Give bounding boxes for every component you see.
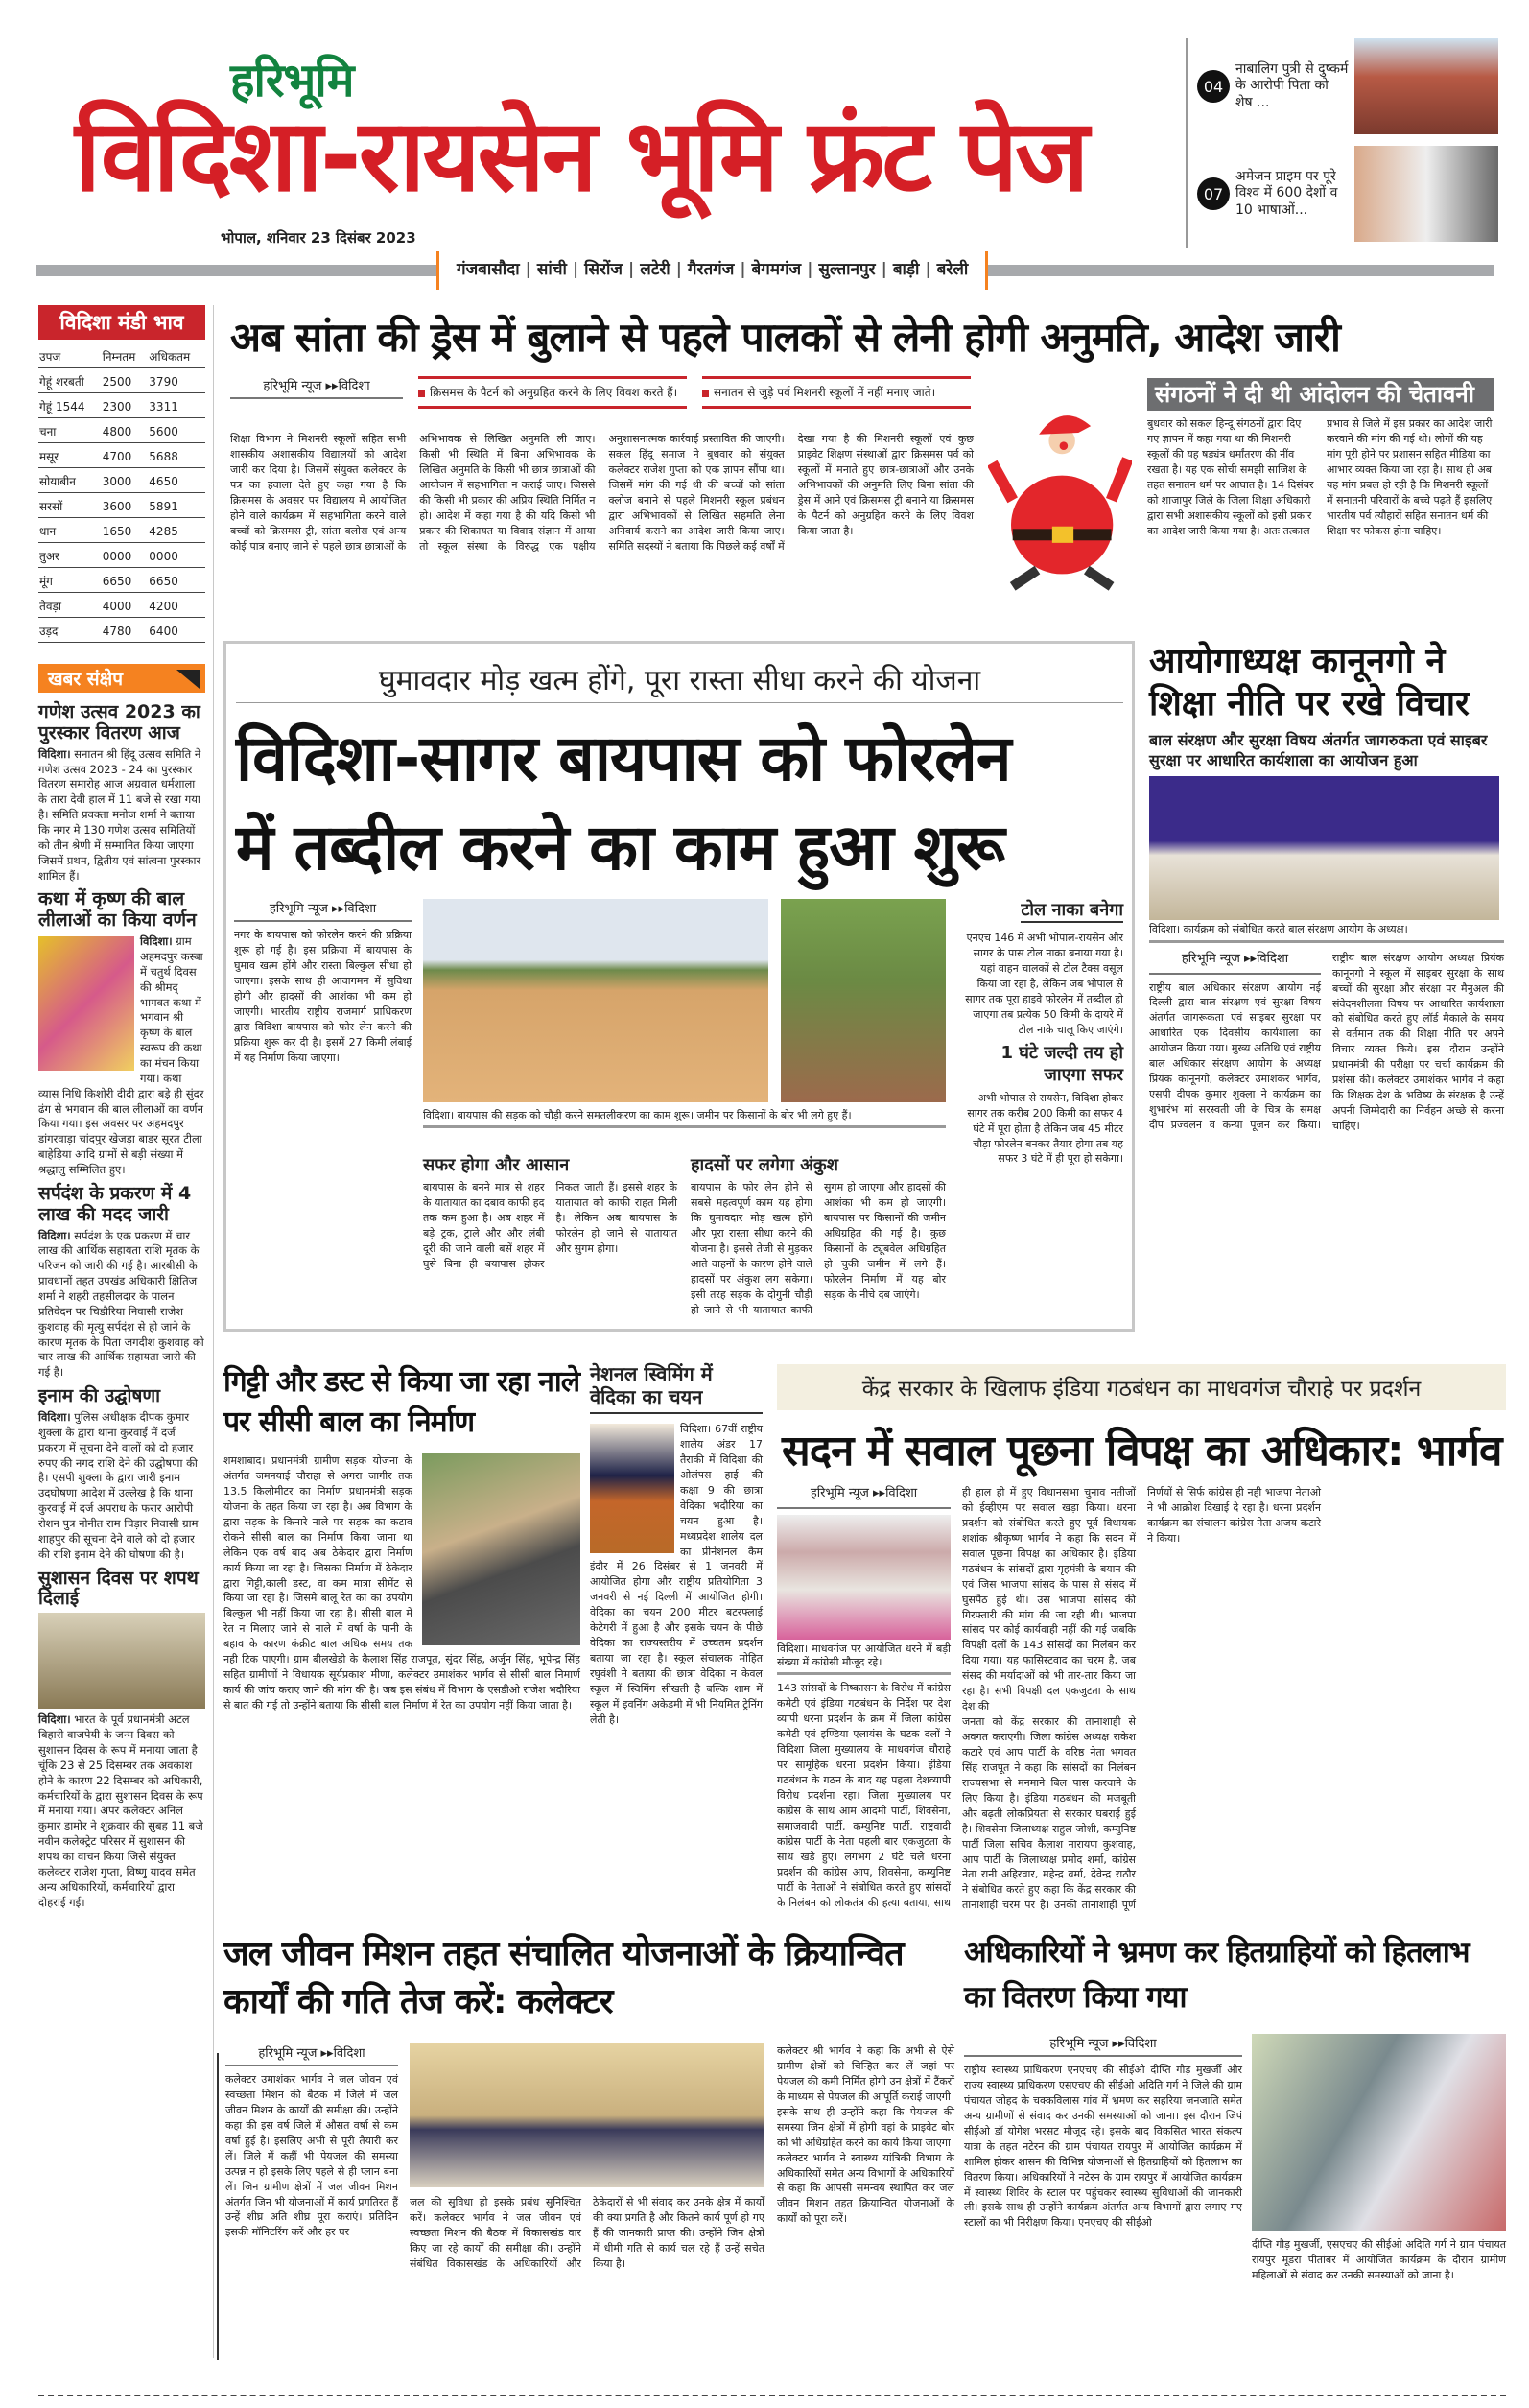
mandi-cell: 2500 [102,368,149,393]
mandi-row [38,543,205,568]
mandi-cell: 5891 [148,493,205,518]
mandi-cell: चना [38,418,102,443]
town-list [436,251,988,290]
mandi-cell: मसूर [38,443,102,468]
santa-illustration [988,386,1132,606]
jal-body: जल की सुविधा हो इसके प्रबंध सुनिश्चित करें। कलेक्टर भार्गव ने जल जीवन एवं स्वच्छता मिशन की बैठक में विकासखंड वार किए जा रहे कार्यों की समीक्षा की। उन्होंने संबंधित विकासखंड के अधिकारियों और ठेकेदारों से भी संवाद कर उनके क्षेत्र में कार्यों की क्या प्रगति है और कितने कार्य पूर्ण हो गए हैं की जानकारी प्राप्त की। उन्होंने जिन क्षेत्रों में धीमी गति से कार्य चल रहे हैं उन्हें सचेत किया है। [410,2196,764,2270]
brief-title: सुशासन दिवस पर शपथ दिलाई [38,1567,199,1610]
mandi-row [38,393,205,418]
brand-logo: हरिभूमि [230,54,354,107]
brief-title: गणेश उत्सव 2023 का पुरस्कार वितरण आज [38,701,200,744]
mandi-cell: 0000 [148,543,205,568]
ayog-body [1149,951,1504,1134]
mandi-cell: गेहूं 1544 [38,393,102,418]
mandi-row [38,618,205,643]
adhikari-body: राष्ट्रीय स्वास्थ्य प्राधिकरण एनएचए की सीईओ दीप्ति गौड़ मुखर्जी और राज्य स्वास्थ्य प्राधिकरण एसएचए की सीईओ अदिति गर्ग ने जिले की ग्राम पंचायत जोहद के चक्कविलास गांव में भ्रमण कर सहरिया जनजाति समेत अन्य ग्रामीणों से संवाद कर उनकी समस्याओं को जाना। इस दौरान जिपं सीईओ डॉ योगेश भरसट मौजूद रहे। इसके बाद विकसित भारत संकल्प यात्रा के तहत नटेरन की ग्राम पंचायत रायपुर में आयोजित कार्यक्रम में शामिल होकर शासन की विभिन्न योजनाओं से हितग्राहियों को हितलाभ का वितरण किया। अधिकारियों ने नटेरन के ग्राम रायपुर में आयोजित कार्यक्रम में स्वास्थ्य शिविर के स्टाल पर पहुंचकर स्वास्थ्य सुविधाओं की जानकारी ली। इसके साथ ही उन्होंने कार्यक्रम अंतर्गत अन्य विभागों द्वारा लगाए गए स्टालों का भी निरीक्षण किया। एनएचए की सीईओ [964,2064,1242,2230]
dharna-photo [777,1515,951,1640]
story-kicker: केंद्र सरकार के खिलाफ इंडिया गठबंधन का माधवगंज चौराहे पर प्रदर्शन [861,1377,1422,1402]
mandi-table [38,343,205,643]
bypass-intro: नगर के बायपास को फोरलेन करने की प्रक्रिया शुरू हो गई है। इस प्रक्रिया में बायपास के घुमाव खत्म होंगे और रास्ता बिल्कुल सीधा हो जाएगा। इसके साथ ही आवागमन में सुविधा होगी और हादसों की आशंका भी कम हो जाएगी। भारतीय राष्ट्रीय राजमार्ग प्राधिकरण द्वारा विदिशा बायपास को फोर लेन करने की प्रक्रिया शुरू कर दी है। इसमें 27 किमी लंबाई में यह निर्माण किया जाएगा। [234,929,412,1064]
town[interactable]: | सांची [526,257,567,284]
photo-caption: दीप्ति गौड़ मुखर्जी, एसएचए की सीईओ अदिति गर्ग ने ग्राम पंचायत रायपुर मूडरा पीतांबर में आयोजित कार्यक्रम के दौरान ग्रामीण महिलाओं से संवाद कर उनकी समस्याओं को जाना है। [1252,2238,1506,2281]
jal-headline: जल जीवन मिशन तहत संचालित योजनाओं के क्रियान्वित कार्यों की गति तेज करें: कलेक्टर [223,1934,904,2022]
col-header: उपज [38,343,102,368]
teaser-text: नाबालिग पुत्री से दुष्कर्म के आरोपी पिता को शेष ... [1235,60,1349,110]
giti-body: शमशाबाद। प्रधानमंत्री ग्रामीण सड़क योजना के अंतर्गत जमनयाई चौराहा से अगरा जागीर तक 13.5 किलोमीटर का निर्माण प्रधानमंत्री सड़क योजना के तहत किया जा रहा है। अब विभाग के द्वारा सड़क के किनारे नाले पर सड़क का कटाव रोकने सीसी बाल का निर्माण किया जाना था लेकिन एक वर्ष बाद अब ठेकेदार द्वारा निर्माण कार्य किया जा रहा है। जिसका निर्माण में ठेकेदार द्वारा गिट्टी,काली डस्ट, वा कम मात्रा सीमेंट से किया जा रहा है। जिसमे बालू रेत का का उपयोग बिल्कुल भी नहीं किया जा रहा है। सीसी बाल में रेत न मिलाए जाने से नाले में वर्षा के पानी के बहाव के कारण कंक्रीट बाल अधिक समय तक नही टिक पाएगी। ग्राम बीलखेड़ी के कैलाश सिंह राजपूत, सुंदर सिंह, अर्जुन सिंह, भूपेन्द्र सिंह सहित ग्रामीणों ने विधायक सूर्यप्रकाश मीणा, कलेक्टर उमाशंकर भार्गव से सीसी बाल निमार्ण कार्य की जांच कराए जाने की मांग की है। जब इस संबंध में विभाग के एसडीओ राजेश भदौरिया से बात की गई तो उन्होंने बताया कि सीसी बाल निर्माण में रेत का उपयोग नहीं किया जाता है। [223,1454,580,1712]
mandi-row [38,568,205,593]
giti-story [223,1453,580,1713]
borewell-photo [781,899,946,1102]
town[interactable]: | सुल्तानपुर [807,257,875,284]
brief-body: विदिशा। भारत के पूर्व प्रधानमंत्री अटल बिहारी वाजपेयी के जन्म दिवस को सुशासन दिवस के रूप में मनाया जाता है। चूंकि 23 से 25 दिसम्बर तक अवकाश होने के कारण 22 दिसम्बर को अधिकारी, कर्मचारियों के द्वारा सुशासन दिवस के रूप में मनाया गया। अपर कलेक्टर अनिल कुमार डामोर ने शुक्रवार की सुबह 11 बजे नवीन कलेक्ट्रेट परिसर में सुशासन की शपथ का वाचन किया जिसे संयुक्त कलेक्टर राजेश गुप्ता, विष्णु यादव समेत अन्य अधिकारियों, कर्मचारियों द्वारा दोहराई गई। [38,1712,203,1909]
mandi-cell: 6650 [102,568,149,593]
mandi-cell: धान [38,518,102,543]
health-camp-photo [1252,2034,1506,2231]
mandi-cell: तुअर [38,543,102,568]
mandi-cell: 3600 [102,493,149,518]
ayog-headline: आयोगाध्यक्ष कानूनगो ने शिक्षा नीति पर रखे विचार [1149,642,1470,723]
jal-body: कलेक्टर उमाशंकर भार्गव ने जल जीवन एवं स्वच्छता मिशन की बैठक में जिले में जल जीवन मिशन के कार्यों की समीक्षा की। उन्होंने कहा की इस वर्ष जिले में औसत वर्षा से कम वर्षा हुई है। इसलिए अभी से पूरी तैयारी कर लें। जिले में कहीं भी पेयजल की समस्या उत्पन्न न हो इसके लिए पहले से ही प्लान बना लें। जिन ग्रामीण क्षेत्रों में जल जीवन मिशन अंतर्गत जिन भी योजनाओं में कार्य प्रगतिरत हैं उन्हें शीघ्र अति शीघ्र पूरा कराएं। प्रतिदिन इसकी मॉनिटरिंग करें और हर घर [225,2073,398,2239]
mandi-cell: 4285 [148,518,205,543]
toll-body: अभी भोपाल से रायसेन, विदिशा होकर सागर तक करीब 200 किमी का सफर 4 घंटे में पूरा होता है लेकिन जब 45 मीटर चौड़ा फोरलेन बनकर तैयार होगा तब यह सफर 3 घंटे में ही पूरा हो सकेगा। [967,1091,1123,1166]
teaser-panel [1186,38,1506,248]
mandi-cell: 4800 [102,418,149,443]
news-brief-text: खबर संक्षेप [48,669,124,690]
santa-body: शिक्षा विभाग ने मिशनरी स्कूलों सहित सभी शासकीय अशासकीय विद्यालयों को आदेश जारी कर दिया है। जिसमें संयुक्त कलेक्टर के पत्र का हवाला देते हुए कहा गया है कि क्रिसमस के अवसर पर विद्यालय में आयोजित होने वाले कार्यक्रम में सहभागिता करने वाले बच्चों को क्रिसमस ट्री, सांता क्लोस एवं अन्य कोई पात्र बनाए जाने से पहले छात्र छात्राओं के अभिभावक से लिखित अनुमति ली जाए। किसी भी स्थिति में बिना अभिभावक के लिखित अनुमति के किसी भी छात्र छात्राओं की आयोजन में सहभागिता न कराई जाए। जिससे की किसी भी प्रकार की अप्रिय स्थिति निर्मित न हो। आदेश में कहा गया है की यदि किसी भी प्रकार की शिकायत या विवाद संज्ञान में आया तो स्कूल संस्था के विरुद्ध एक पक्षीय अनुशासनात्मक कार्रवाई प्रस्तावित की जाएगी। सकल हिंदू समाज ने बुधवार को संयुक्त कलेक्टर राजेश गुप्ता को एक ज्ञापन सौंपा था। जिसमें मांग की गई थी की बच्चों को सांता क्लोज बनाने से पहले मिशनरी स्कूल प्रबंधन द्वारा अभिभावकों से लिखित सहमति लेना अनिवार्य कराने का आदेश जारी किया जाए। समिति सदस्यों ने बताया कि पिछले कई वर्षों में देखा गया है की मिशनरी स्कूलों एवं कुछ प्राइवेट शिक्षण संस्थाओं द्वारा क्रिसमस पर्व को स्कूलों में मनाते हुए छात्र-छात्राओं और उनके अभिभावकों की अनुमति लिए बिना सांता की ड्रेस में आने एवं क्रिसमस ट्री बनाने या क्रिसमस के पैटर्न को अनुग्रहित करने के लिए विवश किया जाता है। [230,433,974,553]
mandi-row [38,443,205,468]
story-kicker: घुमावदार मोड़ खत्म होंगे, पूरा रास्ता सीधा करने की योजना [236,659,1123,703]
teaser[interactable] [1197,38,1504,134]
photo-caption: विदिशा। बायपास की सड़क को चौड़ी करने समतलीकरण का काम शुरू। जमीन पर किसानों के बोर भी लगे हुए हैं। [423,1106,946,1128]
story-kicker-box [777,1364,1506,1410]
town[interactable]: | सिरोंज [573,257,623,284]
toll-body: एनएच 146 में अभी भोपाल-रायसेन और सागर के पास टोल नाका बनाया गया है। यहां वाहन चालकों से टोल टैक्स वसूल किया जा रहा है, लेकिन जब भोपाल से सागर तक पूरा हाइवे फोरलेन में तब्दील हो जाएगा तब प्रत्येक 50 किमी के दायरे में टोल नाके चालू किए जाएंगे। [965,932,1123,1037]
drain-photo [422,1453,580,1645]
mandi-cell: 3790 [148,368,205,393]
sidebar-heading: संगठनों ने दी थी आंदोलन की चेतावनी [1147,378,1494,411]
town[interactable]: गंजबासौदा [457,260,520,279]
byline: हरिभूमि न्यूज ▸▸विदिशा [230,376,403,399]
mandi-row [38,418,205,443]
town[interactable]: | बाड़ी [882,257,920,284]
mandi-cell: 6650 [148,568,205,593]
byline: हरिभूमि न्यूज ▸▸विदिशा [1149,951,1321,975]
sushasan-photo [38,1613,205,1709]
mandi-rates-box [38,305,205,643]
byline: हरिभूमि न्यूज ▸▸विदिशा [225,2043,398,2066]
bypass-lower-columns [423,1150,946,1318]
giti-headline: गिट्टी और डस्ट से किया जा रहा नाले पर सीसी बाल का निर्माण [223,1365,580,1439]
mandi-cell: 4780 [102,618,149,643]
sidebar-body: बुधवार को सकल हिन्दू संगठनों द्वारा दिए गए ज्ञापन में कहा गया था की मिशनरी स्कूलों की यह षड्यंत्र धर्मांतरण की नींव रखता है। यह एक सोची समझी साजिश के तहत सनातन धर्म पर आघात है। 14 दिसंबर को शाजापुर जिले के जिला शिक्षा अधिकारी द्वारा सभी अशासकीय स्कूलों को इसी प्रकार का आदेश जारी किया गया है। अतः तत्काल प्रभाव से जिले में इस प्रकार का आदेश जारी करवाने की मांग की गई थी। लोगों की यह मांग पूरी होने पर प्रशासन सहित मीडिया का आभार व्यक्त किया जा रहा है। साथ ही अब यह मांग प्रबल हो रही है कि मिशनरी स्कूलों में सनातनी परिवारों के बच्चे पढ़ते हैं इसलिए भारतीय पर्व त्यौहारों सहित सनातन धर्म की शिक्षा पर फोकस होना चाहिए। [1147,417,1493,537]
bhargava-body: 143 सांसदों के निष्कासन के विरोध में कांग्रेस कमेटी एवं इंडिया गठबंधन के निर्देश पर देश व्यापी धरना प्रदर्शन के क्रम में जिला कांग्रेस कमेटी एवं इण्डिया एलायंस के घटक दलों ने विदिशा जिला मुख्यालय के माधवगंज चौराहे पर सामूहिक धरना प्रदर्शन किया। इंडिया गठबंधन के गठन के बाद यह पहला देशव्यापी विरोध प्रदर्शना रहा। जिला मुख्यालय पर कांग्रेस के साथ आम आदमी पार्टी, शिवसेना, समाजवादी पार्टी, कम्युनिष्ट पार्टी, राष्ट्रवादी कांग्रेस पार्टी के नेता पहली बार एकजुटता के साथ खड़े हुए। लगभग 2 घंटे चले धरना प्रदर्शन की कांग्रेस आप, शिवसेना, कम्युनिष्ट पार्टी के नेताओं ने संबोधित करते हुए सांसदों के निलंबन को लोकतंत्र की हत्या बताया, साथ ही हाल ही में हुए विधानसभा चुनाव नतीजों को ईव्हीएम पर सवाल खड़ा किया। धरना प्रदर्शन को संबोधित करते हुए पूर्व विधायक शशांक श्रीकृष्ण भार्गव ने कहा कि सदन में सवाल पूछना विपक्ष का अधिकार है। इंडिया गठबंधन के सांसदों द्वारा गृहमंत्री के बयान की एवं जिस भाजपा सांसद के पास से संसद में घुसपैठ हुई थी। उस भाजपा सांसद की गिरफ्तारी की मांग की जा रही थी। भाजपा सांसद पर कोई कार्यवाही नहीं की गई जबकि विपक्षी दलों के 143 सांसदों का निलंबन कर दिया गया। यह फासिस्टवाद का चरम है, जब संसद की मर्यादाओं को भी तार-तार किया जा रहा है। सभी विपक्षी दल एकजुटता के साथ देश की [777,1486,1136,1909]
byline: हरिभूमि न्यूज ▸▸विदिशा [964,2034,1242,2057]
mandi-row [38,368,205,393]
mandi-row [38,493,205,518]
ayog-deck: बाल संरक्षण और सुरक्षा विषय अंतर्गत जागरुकता एवं साइबर सुरक्षा पर आधारित कार्यशाला का आयोजन हुआ [1149,730,1488,769]
mandi-cell: मूंग [38,568,102,593]
toll-section [960,899,1123,1167]
ayog-body-text: राष्ट्रीय बाल अधिकार संरक्षण आयोग नई दिल्ली द्वारा बाल संरक्षण एवं सुरक्षा विषय अंतर्गत जागरूकता एवं साइबर सुरक्षा पर आधारित एक दिवसीय कार्यशाला का आयोजन किया गया। मुख्य अतिथि एवं राष्ट्रीय बाल अधिकार संरक्षण आयोग के अध्यक्ष प्रियंक कानूनगो, कलेक्टर उमाशंकर भार्गव, एसपी दीपक कुमार शुक्ला ने कार्यक्रम का शुभारंभ मां सरस्वती जी के चित्र के समक्ष दीप प्रज्वलन व कन्या पूजन कर किया। राष्ट्रीय बाल संरक्षण आयोग अध्यक्ष प्रियंक कानूनगो ने स्कूल में साइबर सुरक्षा के साथ बच्चों की सुरक्षा और संरक्षा पर मैनुअल की संवेदनशीलता विषय पर आधारित कार्यशाला को संबोधित करते हुए लॉर्ड मैकाले के समय से वर्तमान तक की शिक्षा नीति पर अपने विचार व्यक्त किये। इस दौरान उन्होंने प्रधानमंत्री की परीक्षा पर चर्चा कार्यक्रम की प्रशंसा की। कलेक्टर उमाशंकर भार्गव ने कहा कि शिक्षक देश के भविष्य के संरक्षक है उन्हें अपनी जिम्मेदारी का निर्वहन अच्छे से करना चाहिए। [1149,951,1504,1133]
column-rule [217,2053,219,2360]
katha-photo [38,936,134,1071]
mandi-cell: सरसों [38,493,102,518]
mandi-cell: गेहूं शरबती [38,368,102,393]
photo-caption: विदिशा। माधवगंज पर आयोजित धरने में बड़ी संख्या में कांग्रेसी मौजूद रहे। [777,1640,951,1676]
bypass-story-box [223,641,1135,1332]
bhargava-body: जनता को केंद्र सरकार की तानाशाही से अवगत कराएगी। जिला कांग्रेस अध्यक्ष राकेश कटारे एवं आप पार्टी के वरिष्ठ नेता भगवत सिंह राजपूत ने कहा कि सांसदों का निलंबन राज्यसभा से मनमाने बिल पास करवाने के लिए किया है। इंडिया गठबंधन की मजबूती और बढ़ती लोकप्रियता से सरकार घबराई हुई है। शिवसेना जिलाध्यक्ष राहुल जोशी, कम्युनिष्ट पार्टी जिला सचिव कैलाश नारायण कुशवाह, आप पार्टी के जिलाध्यक्ष प्रमोद शर्मा, कांग्रेस नेता रानी अहिरवार, महेन्द्र वर्मा, देवेन्द्र राठौर ने संबोधित करते हुए कहा कि केंद्र सरकार की तानाशाही चरम पर है। उनकी तानाशाही पूर्ण निर्णयों से सिर्फ कांग्रेस ही नही भाजपा नेताओ ने भी आक्रोश दिखाई दे रहा है। धरना प्रदर्शन कार्यक्रम का संचालन कांग्रेस नेता अजय कटारे ने किया। [962,1486,1321,1912]
pull-quote: सनातन से जुड़े पर्व मिशनरी स्कूलों में नहीं मनाए जाते। [702,376,971,409]
mandi-cell: 5600 [148,418,205,443]
mandi-row [38,593,205,618]
photo-caption: विदिशा। कार्यक्रम को संबोधित करते बाल संरक्षण आयोग के अध्यक्ष। [1149,920,1504,942]
brief-title: सर्पदंश के प्रकरण में 4 लाख की मदद जारी [38,1182,192,1225]
ayog-story [1149,641,1504,1332]
jal-column [225,2043,398,2240]
subhead: 1 घंटे जल्दी तय हो जाएगा सफर [1000,1042,1123,1086]
workshop-photo [1149,776,1499,920]
subhead: टोल नाका बनेगा [1021,899,1123,923]
vedika-photo [590,1424,674,1553]
mandi-row [38,518,205,543]
bhargava-headline: सदन में सवाल पूछना विपक्ष का अधिकार: भार्गव [782,1427,1502,1475]
swim-body: विदिशा। 67वीं राष्ट्रीय शालेय अंडर 17 तैराकी में विदिशा की ओलंपस हाई की कक्षा 9 की छात्रा वेदिका भदौरिया का चयन हुआ है। मध्यप्रदेश शालेय दल का प्रीनेशनल कैम इंदौर में 26 दिसंबर से 1 जनवरी में आयोजित होगा और राष्ट्रीय प्रतियोगिता 3 जनवरी से नई दिल्ली में आयोजित होगी। वेदिका का चयन 200 मीटर बटरफ्लाई केटेगरी में हुआ है और इसके चयन के पीछे वेदिका का राज्यस्तरीय में उच्चतम प्रदर्शन बताया जा रहा है। स्कूल संचालक मोहित रघुवंशी ने बताया की छात्रा वेदिका न केवल स्कूल में स्विमिंग सीखती है बल्कि शाम में स्कूल में इवनिंग अकेडमी में भी नियमित ट्रेनिंग लेती है। [590,1423,763,1726]
page-bottom-rule [38,2395,1506,2396]
adhikari-column [964,2034,1242,2231]
brief-body: विदिशा। ग्राम अहमदपुर कस्बा में चतुर्थ दिवस की श्रीमद् भागवत कथा में भगवान श्री कृष्ण के बाल स्वरूप की कथा का मंचन किया गया। कथा व्यास निधि किशोरी दीदी द्वारा बड़े ही सुंदर ढंग से भगवान की बाल लीलाओं का वर्णन किया गया। इस अवसर पर अहमदपुर डांगरवाड़ा चांदपुर खेजड़ा बाडर सूरत टीला बाहेड़िया आदि ग्रामों से बड़ी संख्या में श्रद्धालु सम्मिलित हुए। [38,934,204,1176]
santa-top-row [230,376,974,409]
mandi-cell: 5688 [148,443,205,468]
adhikari-headline: अधिकारियों ने भ्रमण कर हितग्राहियों को हितलाभ का वितरण किया गया [964,1935,1470,2015]
bypass-headline-line1: विदिशा-सागर बायपास को फोरलेन [236,721,1011,795]
bhargava-story [777,1485,1506,1917]
mandi-row [38,468,205,493]
page-number-badge: 04 [1197,70,1230,103]
brief-body: विदिशा। सर्पदंश के एक प्रकरण में चार लाख की आर्थिक सहायता राशि मृतक के परिजन को जारी की गई है। आरबीसी के प्रावधानों तहत उपखंड अधिकारी क्षितिज शर्मा ने शहरी तहसीलदार के पालन प्रतिवेदन पर चिडौरिया निवासी राजेश कुशवाह की मृत्यु सर्पदंश से हो जाने के कारण मृतक के पिता जगदीश कुशवाह को चार लाख की आर्थिक सहायता जारी की गई है। [38,1228,204,1380]
bypass-headline-line2: में तब्दील करने का काम हुआ शुरू [236,811,1004,885]
teaser-text: अमेजन प्राइम पर पूरे विश्व में 600 देशों व 10 भाषाओं... [1235,168,1338,218]
subhead: सफर होगा और आसान [423,1155,570,1175]
brief-title: कथा में कृष्ण की बाल लीलाओं का किया वर्णन [38,888,197,932]
santa-headline: अब सांता की ड्रेस में बुलाने से पहले पालकों से लेनी होगी अनुमति, आदेश जारी [230,314,1340,361]
teaser[interactable] [1197,146,1504,242]
brief-body: विदिशा। सनातन श्री हिंदू उत्सव समिति ने गणेश उत्सव 2023 - 24 का पुरस्कार वितरण समारोह आज अग्रवाल धर्मशाला के तारा देवी हाल में 11 बजे से रखा गया है। समिति प्रवक्ता मनोज शर्मा ने बताया कि नगर मे 130 गणेश उत्सव समितियों को तीन श्रेणी में सम्मानित किया जाएगा जिसमें प्रथम, द्वितीय एवं सांत्वना पुरस्कार शामिल हैं। [38,746,201,883]
teaser-photo [1354,146,1498,242]
bypass-intro-column [234,899,412,1065]
mandi-cell: 3000 [102,468,149,493]
mandi-cell: 0000 [102,543,149,568]
mandi-cell: 2300 [102,393,149,418]
page-title: विदिशा-रायसेन भूमि फ्रंट पेज [75,97,1087,214]
page-number-badge: 07 [1197,177,1230,210]
bypass-section [691,1150,946,1318]
town[interactable]: | गैरतगंज [676,257,735,284]
jal-story [225,2043,954,2360]
bypass-body: बायपास के बनने मात्र से शहर के यातायात का दबाव काफी हद तक कम हुआ है। अब शहर में बड़े ट्रक, ट्राले और और लंबी दूरी की जाने वाली बसें शहर में घुसे बिना ही बयापास होकर निकल जाती हैं। इससे शहर के यातायात को काफी राहत मिली है। लेकिन अब बायपास के फोरलेन हो जाने से यातायात और सुगम होगा। [423,1181,677,1271]
brief-body: विदिशा। पुलिस अधीक्षक दीपक कुमार शुक्ला के द्वारा थाना कुरवाई में दर्ज प्रकरण में सूचना देने वालों को दो हजार रुपए की नगद राशि देने की उद्घोषणा की है। एसपी शुक्ला के द्वारा जारी इनाम उदघोषणा आदेश में उल्लेख है कि थाना कुरवाई में दर्ज अपराध के फरार आरोपी रोशन पुत्र नोनीत राम चिड़ार निवासी ग्राम शाहपुर की सूचना देने वाले को दो हजार की राशि इनाम देने की घोषणा की है। [38,1409,199,1561]
bypass-road-photo [423,899,768,1102]
mandi-cell: उड़द [38,618,102,643]
swim-story [590,1362,763,1728]
brief-title: इनाम की उद्घोषणा [38,1385,161,1407]
jal-body: कलेक्टर श्री भार्गव ने कहा कि अभी से ऐसे ग्रामीण क्षेत्रों को चिन्हित कर लें जहां पर पेयजल की कमी निर्मित होगी उन क्षेत्रों में टैंकरों के माध्यम से पेयजल की आपूर्ति कराई जाएगी। इसके साथ ही उन्होंने कहा कि पेयजल की समस्या जिन क्षेत्रों में होगी वहां के प्राइवेट बोर को भी अधिग्रहित करने का कार्य किया जाएगा। कलेक्टर भार्गव ने स्वास्थ्य यांत्रिकी विभाग के अधिकारियों समेत अन्य विभागों के अधिकारियों से कहा कि आपसी समन्वय स्थापित कर जल जीवन मिशन तहत क्रियान्वित योजनाओं के कार्यों को पूरा करें। [777,2044,954,2226]
news-brief-column [38,696,205,1910]
swim-body-wrap [590,1422,763,1728]
bypass-body: बायपास के फोर लेन होने से सबसे महत्वपूर्ण काम यह होगा कि घुमावदार मोड़ खत्म होंगे और पूरा रास्ता सीधा करने की योजना है। इससे तेजी से मुड़कर आते वाहनों के कारण होने वाले हादसों पर अंकुश लग सकेगा। इसी तरह सड़क के दोगुनी चौड़ी हो जाने से भी यातायात काफी सुगम हो जाएगा और हादसों की आशंका भी कम हो जाएगी। बायपास पर किसानों की जमीन अधिग्रहित की गई है। कुछ किसानों के ट्यूबवेल अधिग्रहित हो चुकी जमीन में लगे हैं। फोरलेन निर्माण में यह बोर सड़क के नीचे दब जाएंगे। [691,1181,946,1316]
mandi-cell: सोयाबीन [38,468,102,493]
mandi-cell: 3311 [148,393,205,418]
pull-quote: क्रिसमस के पैटर्न को अनुग्रहित करने के लिए विवश करते हैं। [418,376,687,409]
adhikari-story [964,2034,1506,2360]
mandi-title: विदिशा मंडी भाव [38,305,205,340]
town[interactable]: | लटेरी [628,257,670,284]
meeting-photo [410,2043,764,2187]
byline: हरिभूमि न्यूज ▸▸विदिशा [777,1485,951,1509]
col-header: अधिकतम [148,343,205,368]
col-header: निम्नतम [102,343,149,368]
town[interactable]: | बेगमगंज [740,257,801,284]
mandi-cell: तेवड़ा [38,593,102,618]
mandi-cell: 4700 [102,443,149,468]
teaser-photo [1354,38,1498,134]
swim-headline: नेशनल स्विमिंग में वेदिका का चयन [590,1362,763,1414]
mandi-cell: 4650 [148,468,205,493]
mandi-cell: 4000 [102,593,149,618]
santa-story [230,376,1132,633]
mandi-cell: 6400 [148,618,205,643]
news-brief-label [38,664,205,693]
column-rule [213,305,214,2358]
bypass-section [423,1150,677,1318]
mandi-cell: 4200 [148,593,205,618]
mandi-cell: 1650 [102,518,149,543]
subhead: हादसों पर लगेगा अंकुश [691,1155,838,1175]
edition-date: भोपाल, शनिवार 23 दिसंबर 2023 [221,229,416,247]
byline: हरिभूमि न्यूज ▸▸विदिशा [234,899,412,922]
town[interactable]: | बरेली [925,257,968,284]
